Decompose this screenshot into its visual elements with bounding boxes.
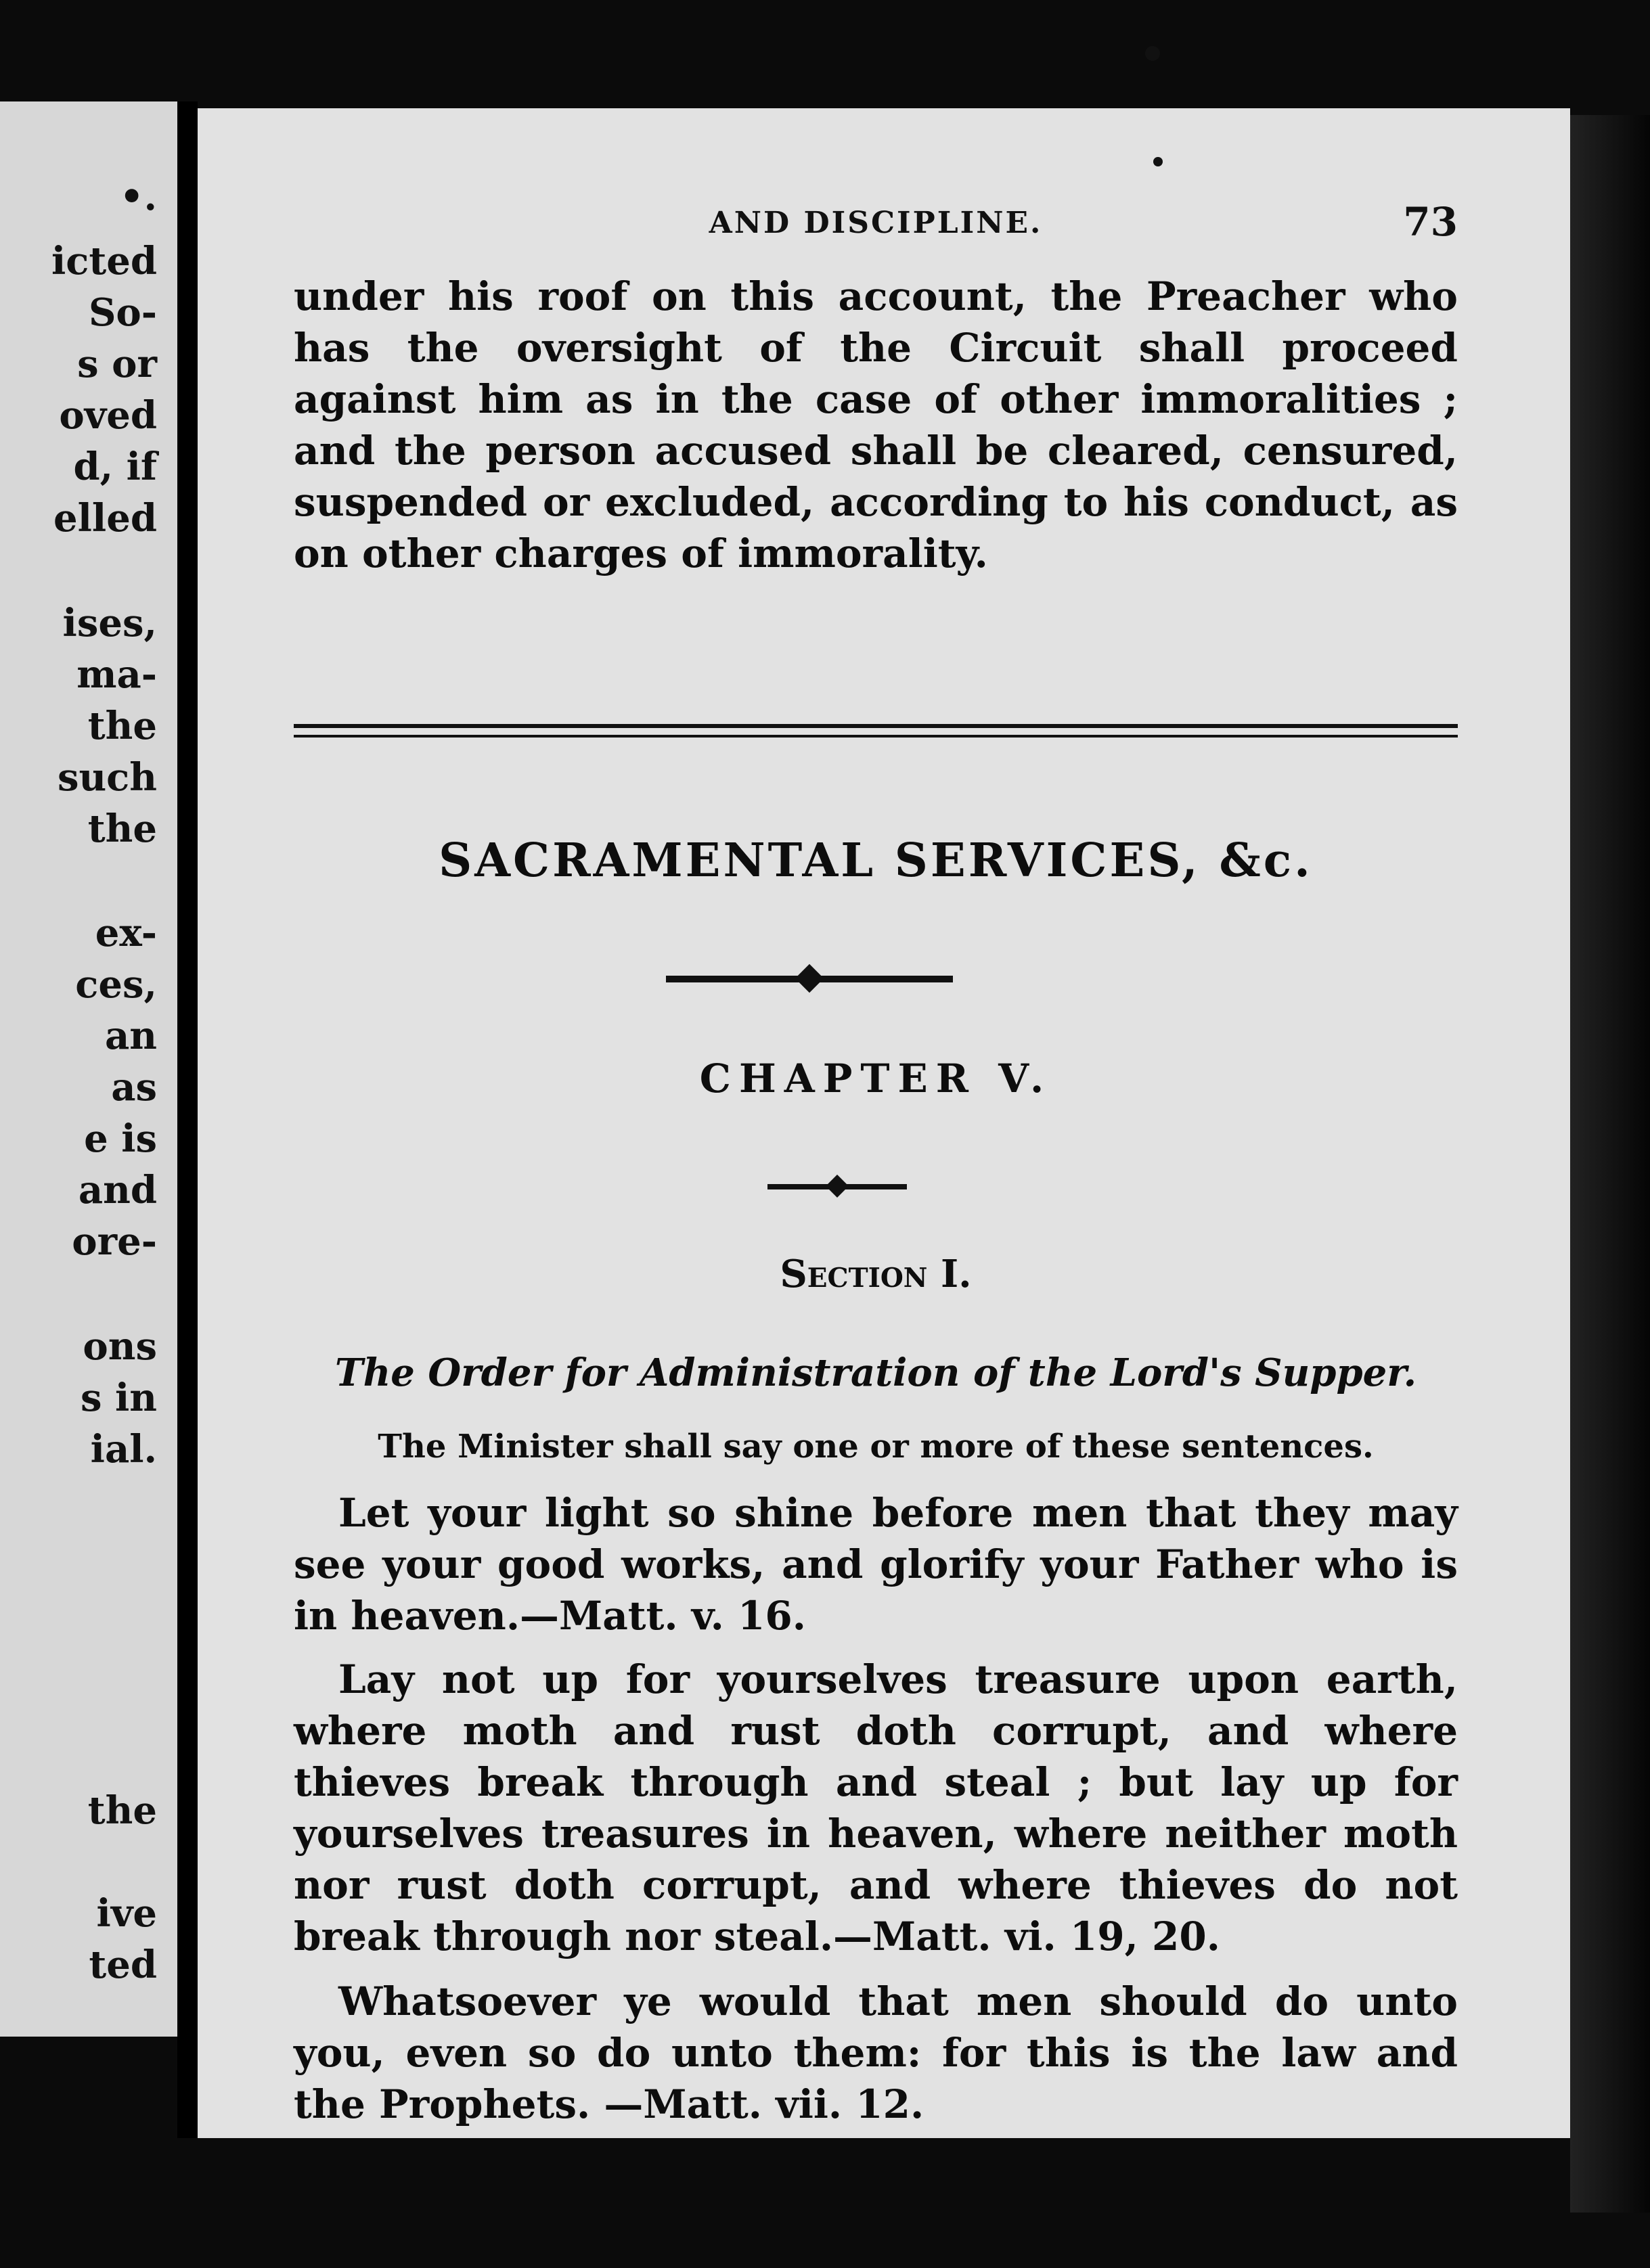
facing-page-line: the — [87, 807, 157, 851]
page-header — [294, 199, 1458, 250]
section-title: SACRAMENTAL SERVICES, &c. — [439, 834, 1313, 888]
facing-page-line: ons — [83, 1324, 157, 1369]
chapter-heading: CHAPTER V. — [699, 1056, 1052, 1102]
facing-page-fragment — [0, 101, 177, 2037]
facing-page-line: an — [105, 1014, 157, 1058]
facing-page-line: elled — [53, 496, 157, 541]
facing-page-line: d, if — [73, 445, 157, 489]
ornamental-rule-small — [767, 1184, 907, 1189]
facing-page-line: s or — [77, 342, 157, 386]
dust-speck — [1153, 157, 1163, 166]
ornamental-rule — [666, 976, 953, 982]
rubric: The Minister shall say one or more of these sentences. — [378, 1428, 1374, 1466]
facing-page-line: ted — [89, 1943, 157, 1987]
facing-page-line: and — [78, 1168, 157, 1212]
scripture-sentence: Whatsoever ye would that men should do unto you, even so do unto them: for this is the law and the Prophets. —Matt. vii. 12. — [294, 1978, 1458, 2127]
scripture-sentence: Let your light so shine before men that they may see your good works, and glorify your Father who is in heaven.—Matt. v. 16. — [294, 1490, 1458, 1639]
page-number: 73 — [1403, 199, 1458, 245]
facing-page-line: the — [87, 704, 157, 748]
page-edge-shadow — [1570, 115, 1650, 2213]
facing-page-line: the — [87, 1788, 157, 1833]
facing-page-line: icted — [51, 239, 157, 284]
facing-page-line: •. — [119, 175, 157, 219]
facing-page-line: e is — [84, 1116, 157, 1161]
dust-speck — [1145, 46, 1160, 61]
facing-page-line: ces, — [75, 962, 157, 1007]
facing-page-line: ma- — [76, 652, 157, 697]
facing-page-line: ive — [96, 1891, 157, 1936]
scripture-sentence: Lay not up for yourselves treasure upon earth, where moth and rust doth corrupt, and where thieves break through and steal ; but lay up for yourselves treasures in heaven, where neither moth nor rust doth corrupt, and where thieves do not break through nor steal.—Matt. vi. 19, 20. — [294, 1656, 1458, 1959]
facing-page-line: ore- — [72, 1219, 157, 1264]
facing-page-line: s in — [80, 1376, 157, 1420]
section-heading: Section I. — [780, 1252, 972, 1296]
facing-page-line: So- — [88, 290, 157, 335]
running-head: AND DISCIPLINE. — [709, 206, 1043, 240]
facing-page-line: oved — [59, 393, 157, 438]
order-title: The Order for Administration of the Lord's Supper. — [334, 1351, 1417, 1395]
carryover-paragraph: under his roof on this account, the Preacher who has the oversight of the Circuit shall proceed against him as in the case of other immoralities ; and the person accused shall be cleared, censured, suspended or excluded, according to his conduct, as on other charges of immorality. — [294, 273, 1458, 576]
facing-page-line: ises, — [62, 601, 157, 645]
book-page — [198, 108, 1570, 2138]
facing-page-line: ex- — [95, 911, 157, 955]
double-rule-divider — [294, 724, 1458, 742]
gutter-shadow — [177, 101, 198, 2138]
facing-page-line: as — [111, 1065, 157, 1110]
facing-page-line: ial. — [90, 1427, 157, 1472]
facing-page-line: such — [57, 755, 157, 800]
